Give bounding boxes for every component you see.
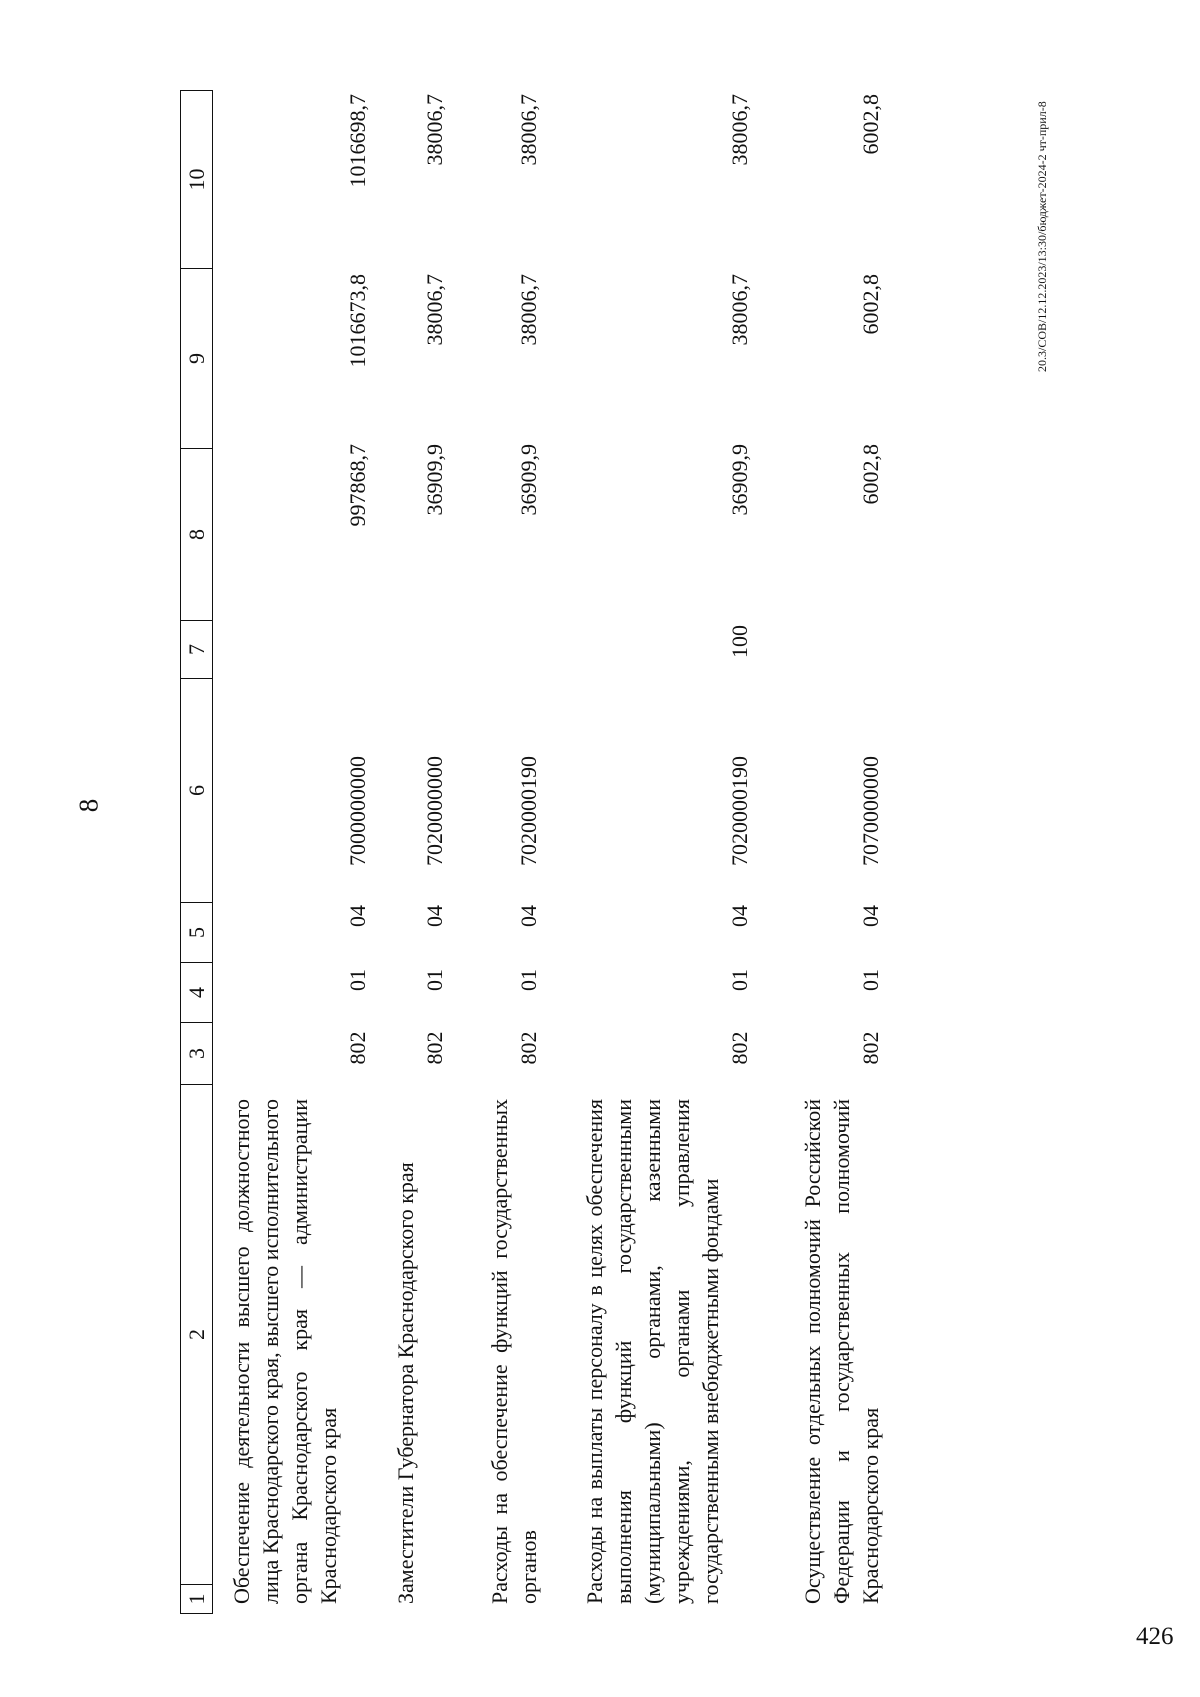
row-col-8: 36909,9 — [422, 444, 447, 516]
row-col-6: 7070000000 — [858, 756, 883, 866]
row-col-5: 04 — [422, 905, 447, 927]
row-col-5: 04 — [345, 905, 370, 927]
header-col-5: 5 — [180, 902, 213, 962]
row-col-10: 1016698,7 — [345, 94, 370, 188]
row-col-10: 6002,8 — [858, 94, 883, 155]
row-col-9: 1016673,8 — [345, 274, 370, 368]
row-description: Расходы на выплаты персоналу в целях обеспечения выполнения функций государственными (муниципальными) органами, казенными учреждениями, органами управления государственными внебюджетными фондами — [582, 1099, 723, 1604]
row-col-6: 7020000190 — [516, 756, 541, 866]
row-col-6: 7000000000 — [345, 756, 370, 866]
row-col-4: 01 — [858, 969, 883, 991]
row-col-10: 38006,7 — [727, 94, 752, 166]
row-col-4: 01 — [727, 969, 752, 991]
row-description: Осуществление отдельных полномочий Российской Федерации и государственных полномочий Краснодарского края — [800, 1099, 883, 1604]
header-col-8: 8 — [180, 448, 213, 620]
row-col-9: 6002,8 — [858, 274, 883, 335]
header-col-7: 7 — [180, 620, 213, 678]
row-col-6: 7020000000 — [422, 756, 447, 866]
row-col-3: 802 — [516, 1031, 541, 1065]
row-description: Расходы на обеспечение функций государственных органов — [487, 1099, 541, 1604]
row-col-6: 7020000190 — [727, 756, 752, 866]
row-col-9: 38006,7 — [516, 274, 541, 346]
header-col-2: 2 — [180, 1084, 213, 1584]
row-col-5: 04 — [516, 905, 541, 927]
header-col-10: 10 — [180, 90, 213, 268]
row-col-3: 802 — [858, 1031, 883, 1065]
row-col-4: 01 — [345, 969, 370, 991]
row-col-8: 997868,7 — [345, 444, 370, 527]
row-col-8: 6002,8 — [858, 444, 883, 505]
row-col-3: 802 — [422, 1031, 447, 1065]
header-col-1: 1 — [180, 1584, 213, 1614]
row-col-8: 36909,9 — [516, 444, 541, 516]
row-col-7: 100 — [727, 625, 752, 658]
table-header — [180, 90, 213, 1614]
row-col-5: 04 — [858, 905, 883, 927]
row-col-5: 04 — [727, 905, 752, 927]
row-description: Обеспечение деятельности высшего должностного лица Краснодарского края, высшего исполнительного органа Краснодарского края — администрации Краснодарского края — [229, 1099, 341, 1604]
budget-table — [180, 90, 883, 1614]
header-col-3: 3 — [180, 1022, 213, 1084]
row-col-10: 38006,7 — [516, 94, 541, 166]
row-col-10: 38006,7 — [422, 94, 447, 166]
row-col-4: 01 — [516, 969, 541, 991]
header-col-4: 4 — [180, 962, 213, 1022]
row-col-9: 38006,7 — [727, 274, 752, 346]
row-description: Заместители Губернатора Краснодарского края — [393, 1162, 418, 1604]
header-col-6: 6 — [180, 678, 213, 902]
row-col-8: 36909,9 — [727, 444, 752, 516]
row-col-4: 01 — [422, 969, 447, 991]
document-stamp: 20.3/СОВ/12.12.2023/13:30/бюджет-2024-2 чт-прил-8 — [1035, 101, 1049, 372]
header-col-9: 9 — [180, 268, 213, 448]
row-col-9: 38006,7 — [422, 274, 447, 346]
page-number: 8 — [73, 798, 104, 813]
row-col-3: 802 — [727, 1031, 752, 1065]
row-col-3: 802 — [345, 1031, 370, 1065]
sheet-number: 426 — [1136, 1623, 1174, 1650]
